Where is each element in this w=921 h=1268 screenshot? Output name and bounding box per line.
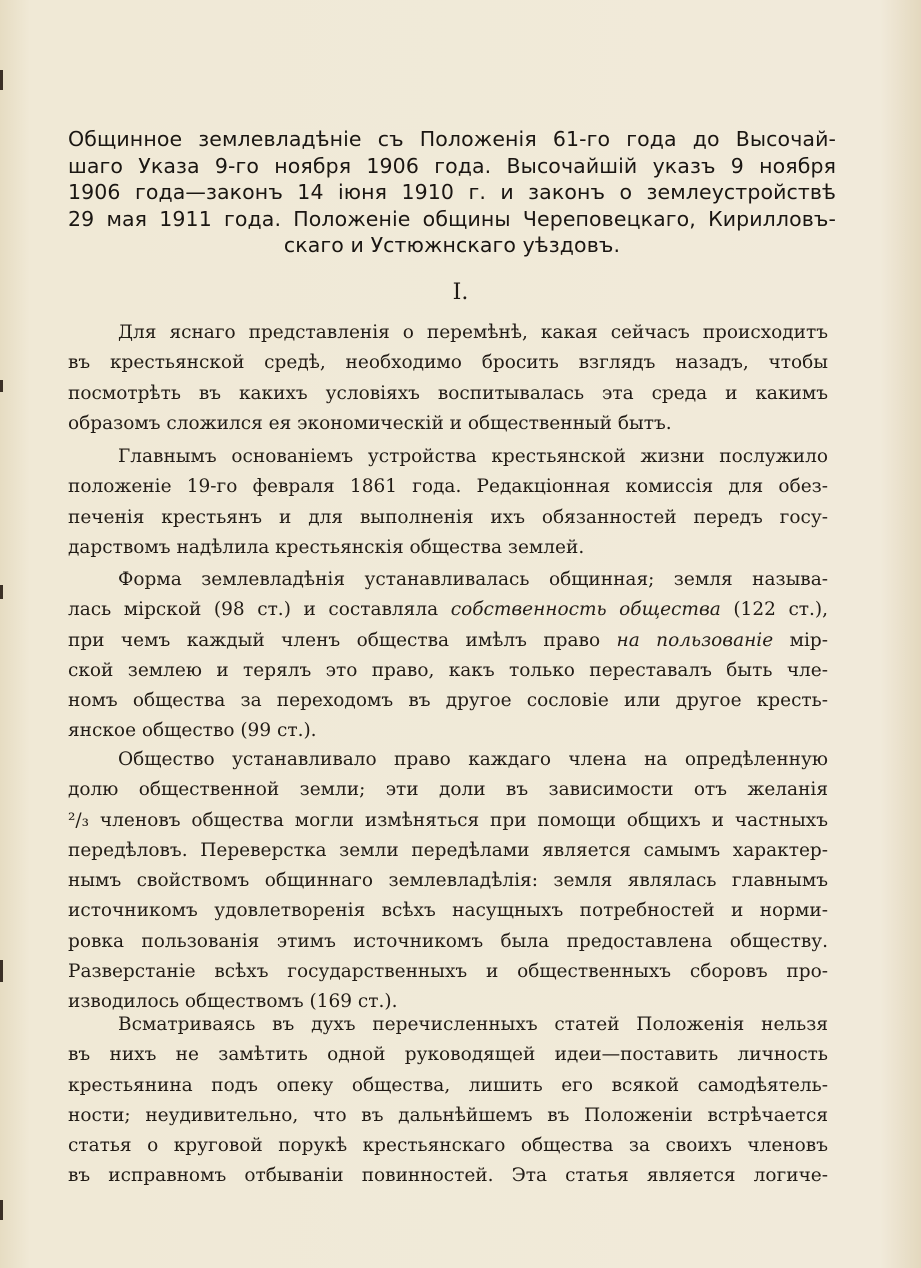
text-line: долю общественной земли; эти доли въ зависимости отъ желанія — [68, 779, 828, 801]
heading-line: 29 мая 1911 года. Положеніе общины Череповецкаго, Кирилловъ- — [68, 206, 836, 231]
text-segment: (122 ст.), — [733, 599, 829, 621]
heading-line: Общинное землевладѣніе съ Положенія 61-го года до Высочай- — [68, 127, 836, 151]
paragraph-5 — [68, 1010, 828, 1192]
text-line: Разверстаніе всѣхъ государственныхъ и общественныхъ сборовъ про- — [68, 961, 828, 983]
text-line: въ исправномъ отбываніи повинностей. Эта статья является логиче- — [68, 1165, 828, 1187]
text-line: посмотрѣть въ какихъ условіяхъ воспитывалась эта среда и какимъ — [68, 382, 828, 404]
text-line: ²/₃ членовъ общества могли измѣняться при помощи общихъ и частныхъ — [68, 809, 828, 831]
text-line: Форма землевладѣнія устанавливалась общинная; земля называ- — [118, 569, 828, 590]
text-line: Общество устанавливало право каждаго члена на опредѣленную — [118, 749, 828, 770]
text-line: ровка пользованія этимъ источникомъ была предоставлена обществу. — [68, 930, 828, 952]
text-line: источникомъ удовлетворенія всѣхъ насущныхъ потребностей и норми- — [68, 900, 828, 922]
text-line: въ крестьянской средѣ, необходимо бросить взглядъ назадъ, чтобы — [68, 352, 828, 374]
text-segment: мір- — [789, 629, 828, 651]
text-line: статья о круговой порукѣ крестьянскаго общества за своихъ членовъ — [68, 1135, 828, 1157]
text-line — [68, 626, 828, 656]
text-line: ности; неудивительно, что въ дальнѣйшемъ въ Положеніи встрѣчается — [68, 1104, 828, 1126]
text-segment: лась мірской (98 ст.) и составляла — [68, 599, 439, 621]
page-edge-mark — [0, 585, 3, 599]
text-line: янское общество (99 ст.). — [68, 720, 317, 742]
text-line: Для яснаго представленія о перемѣнѣ, какая сейчасъ происходитъ — [118, 322, 828, 343]
text-segment: при чемъ каждый членъ общества имѣлъ право — [68, 629, 601, 651]
page-edge-mark — [0, 70, 3, 90]
italic-term: на пользованіе — [616, 629, 774, 651]
document-heading — [68, 126, 836, 259]
text-line: положеніе 19-го февраля 1861 года. Редакціонная комиссія для обез- — [68, 476, 828, 498]
text-line: въ нихъ не замѣтить одной руководящей идеи—поставить личность — [68, 1044, 828, 1066]
paragraph-2 — [68, 442, 828, 563]
paragraph-1 — [68, 318, 828, 439]
page-edge-mark — [0, 1200, 3, 1220]
text-line: ской землею и терялъ это право, какъ только переставалъ быть чле- — [68, 659, 828, 681]
text-line: дарствомъ надѣлила крестьянскія общества землей. — [68, 536, 585, 558]
paragraph-3 — [68, 565, 828, 747]
paragraph-4 — [68, 745, 828, 1018]
heading-line: скаго и Устюжнскаго уѣздовъ. — [283, 233, 621, 257]
text-line: изводилось обществомъ (169 ст.). — [68, 991, 398, 1013]
page-edge-mark — [0, 960, 3, 982]
text-line: передѣловъ. Переверстка земли передѣлами является самымъ характер- — [68, 839, 828, 861]
text-line: образомъ сложился ея экономическій и общественный бытъ. — [68, 412, 672, 434]
text-line: печенія крестьянъ и для выполненія ихъ обязанностей передъ госу- — [68, 506, 828, 528]
italic-term: собственность общества — [450, 599, 721, 621]
heading-line: шаго Указа 9-го ноября 1906 года. Высочайшій указъ 9 ноября — [68, 153, 836, 178]
heading-line: 1906 года—законъ 14 іюня 1910 г. и законъ о землеустройствѣ — [68, 180, 836, 204]
section-number: I. — [452, 280, 469, 305]
text-line: Всматриваясь въ духъ перечисленныхъ статей Положенія нельзя — [118, 1014, 828, 1035]
text-line — [68, 595, 828, 625]
page-edge-mark — [0, 380, 3, 392]
text-line: крестьянина подъ опеку общества, лишить его всякой самодѣятель- — [68, 1074, 828, 1096]
text-line: Главнымъ основаніемъ устройства крестьянской жизни послужило — [118, 446, 828, 467]
text-line: нымъ свойствомъ общиннаго землевладѣлія: земля являлась главнымъ — [68, 870, 828, 892]
text-line: номъ общества за переходомъ въ другое сословіе или другое кресть- — [68, 690, 828, 712]
